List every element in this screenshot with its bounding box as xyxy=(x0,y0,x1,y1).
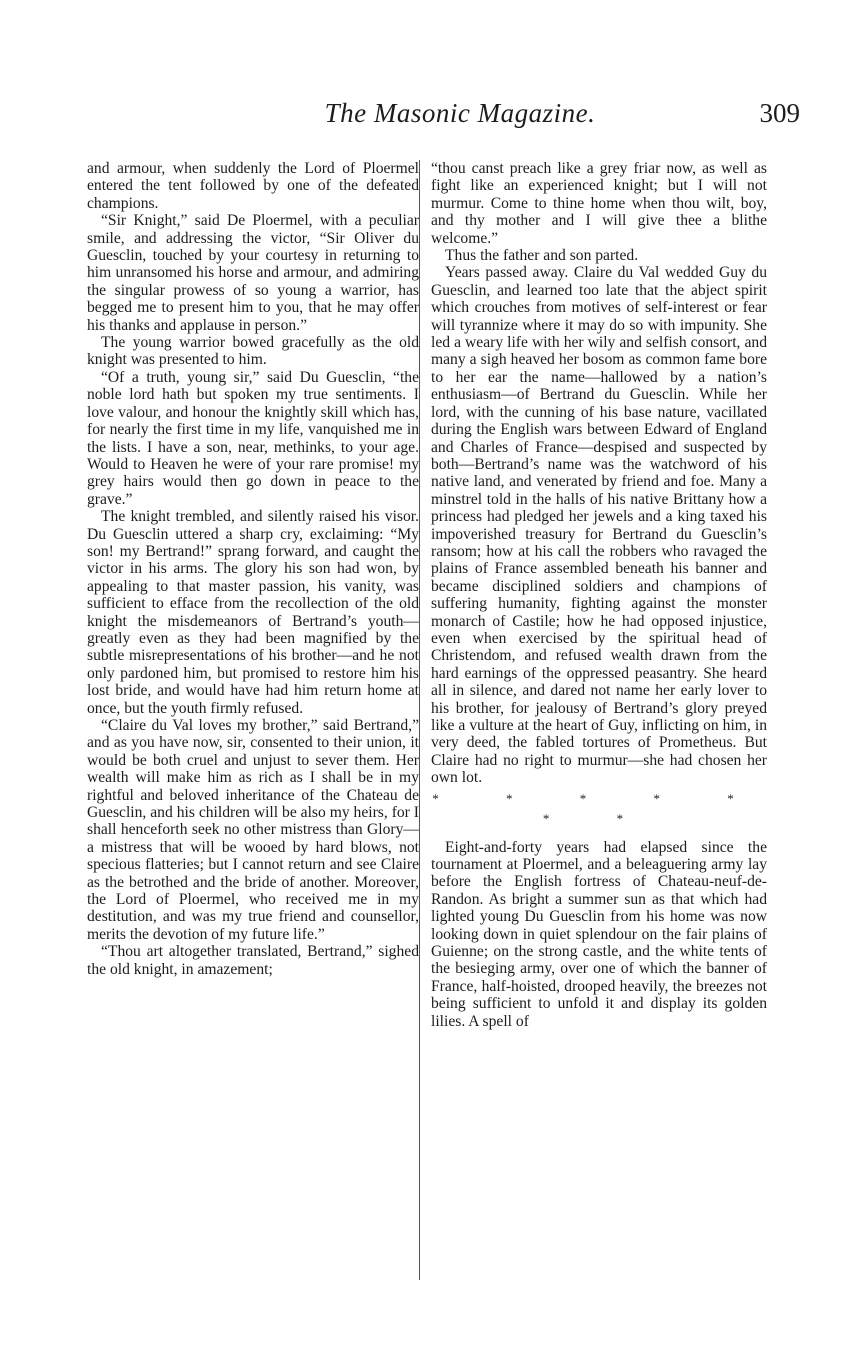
column-rule xyxy=(419,160,420,1280)
section-separator: * * * * * * * xyxy=(432,790,766,826)
paragraph: “thou canst preach like a grey friar now, as well as fight like an experienced knight; but I will not murmur. Come to thine home when thou wilt, boy, and thy mother and I will give thee a blithe welcome.” xyxy=(431,160,767,247)
paragraph: “Sir Knight,” said De Ploermel, with a peculiar smile, and addressing the victor, “Sir Oliver du Guesclin, touched by your courtesy in returning to him unransomed his horse and armour, and admiring the singular prowess of so young a warrior, has begged me to present him to you, that he may offer his thanks and applause in person.” xyxy=(87,212,419,334)
page-header xyxy=(80,98,800,138)
paragraph: “Thou art altogether translated, Bertrand,” sighed the old knight, in amazement; xyxy=(87,943,419,978)
left-column xyxy=(87,160,419,978)
right-column xyxy=(431,160,767,1030)
page-number: 309 xyxy=(759,98,800,128)
paragraph: Eight-and-forty years had elapsed since the tournament at Ploermel, and a beleaguering army lay before the English fortress of Chateau-neuf-de-Randon. As bright a summer sun as that which had lighted young Du Guesclin from his home was now looking down in quiet splendour on the fair plains of Guienne; on the strong castle, and the white tents of the besieging army, over one of which the banner of France, half-hoisted, drooped heavily, the breezes not being sufficient to unfold it and display its golden lilies. A spell of xyxy=(431,838,767,1030)
paragraph: “Claire du Val loves my brother,” said Bertrand,” and as you have now, sir, consented to their union, it would be both cruel and unjust to sever them. Her wealth will make him as rich as I shall be in my rightful and beloved inheritance of the Chateau de Guesclin, and his children will be also my heirs, for I shall henceforth seek no other mistress than Glory—a mistress that will be wooed by hard blows, not specious flatteries; but I cannot return and see Claire as the betrothed and the bride of another. Moreover, the Lord of Ploermel, who received me in my destitution, and was my true friend and counsellor, merits the devotion of my future life.” xyxy=(87,717,419,943)
paragraph: The knight trembled, and silently raised his visor. Du Guesclin uttered a sharp cry, exclaiming: “My son! my Bertrand!” sprang forward, and caught the victor in his arms. The glory his son had won, by appealing to that master passion, his vanity, was sufficient to efface from the recollection of the old knight the misdemeanors of Bertrand’s youth—greatly even as they had been magnified by the subtle misrepresentations of his brother—and he not only pardoned him, but promised to restore him his lost bride, and would have had him return home at once, but the youth firmly refused. xyxy=(87,508,419,717)
running-title: The Masonic Magazine. xyxy=(324,98,596,128)
paragraph: Thus the father and son parted. xyxy=(445,247,639,265)
paragraph: and armour, when suddenly the Lord of Ploermel entered the tent followed by one of the defeated champions. xyxy=(87,160,419,212)
paragraph: “Of a truth, young sir,” said Du Guesclin, “the noble lord hath but spoken my true sentiments. I love valour, and honour the knightly skill which has, for nearly the first time in my life, vanquished me in the lists. I have a son, near, methinks, to your age. Would to Heaven he were of your rare promise! my grey hairs would then go down in peace to the grave.” xyxy=(87,368,419,508)
paragraph: The young warrior bowed gracefully as the old knight was presented to him. xyxy=(87,334,419,369)
paragraph: Years passed away. Claire du Val wedded Guy du Guesclin, and learned too late that the abject spirit which crouches from motives of self-interest or fear will tyrannize where it may do so with impunity. She led a weary life with her wily and selfish consort, and many a sigh heaved her bosom as common fame bore to her ear the name—hallowed by a nation’s enthusiasm—of Bertrand du Guesclin. While her lord, with the cunning of his base nature, vacillated during the English wars between Edward of England and Charles of France—despised and suspected by both—Bertrand’s name was the watchword of his native land, and venerated by friend and foe. Many a minstrel told in the halls of his native Brittany how a princess had pledged her jewels and a king taxed his impoverished treasury for Bertrand du Guesclin’s ransom; how at his call the robbers who ravaged the plains of France assembled beneath his banner and became disciplined soldiers and champions of suffering humanity, fighting against the monster monarch of Castile; how he had opposed injustice, even when exercised by the spiritual head of Christendom, and refused wealth drawn from the hard earnings of the oppressed peasantry. She heard all in silence, and dared not name her early lover to his brother, for jealousy of Bertrand’s glory preyed like a vulture at the heart of Guy, inflicting on him, in very deed, the fabled tortures of Prometheus. But Claire had no right to murmur—she had chosen her own lot. xyxy=(431,264,767,787)
